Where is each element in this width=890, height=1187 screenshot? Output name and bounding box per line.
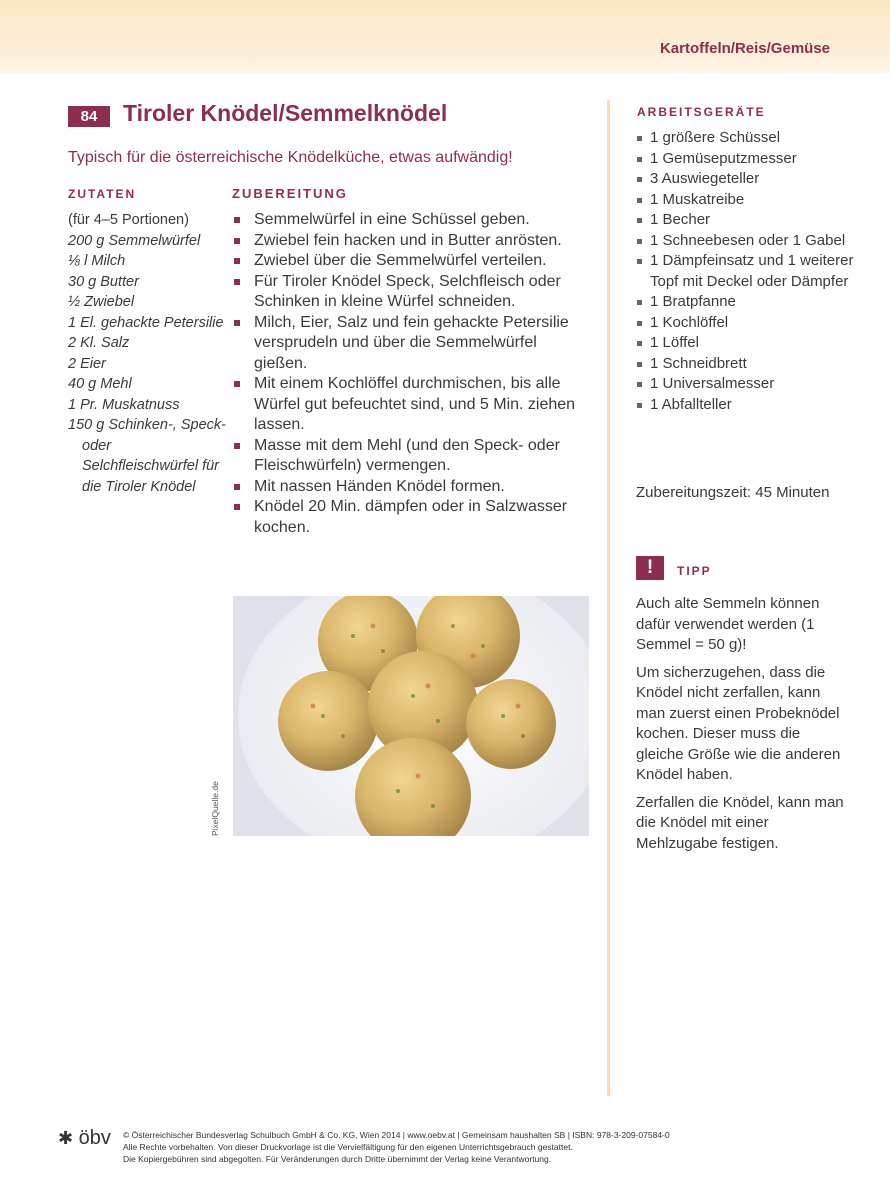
bullet-icon [234,217,240,223]
bullet-icon [637,300,642,305]
tool-item: 1 Gemüseputzmesser [636,149,856,170]
tip-paragraph: Zerfallen die Knödel, kann man die Knödel mit einer Mehlzugabe festigen. [636,793,844,852]
step-item: Zwiebel über die Semmelwürfel verteilen. [232,251,594,272]
ingredient-item: 30 g Butter [68,273,139,290]
recipe-subtitle: Typisch für die österreichische Knödelküche, etwas aufwändig! [68,149,513,166]
recipe-number: 84 [68,106,110,127]
ingredient-item: 200 g Semmelwürfel [68,232,201,249]
tool-item: 1 Abfallteller [636,395,856,416]
column-divider [607,100,610,1096]
bullet-icon [637,177,642,182]
bullet-icon [637,321,642,326]
step-item: Für Tiroler Knödel Speck, Selchfleisch oder Schinken in kleine Würfel schneiden. [232,272,594,313]
ingredients-portions: (für 4–5 Portionen) [68,212,189,228]
bullet-icon [234,443,240,449]
footer-line: Die Kopiergebühren sind abgegolten. Für Veränderungen durch Dritte übernimmt der Verlag keine Verantwortung. [123,1154,552,1164]
tool-item: 1 Dämpfeinsatz und 1 weiterer Topf mit Deckel oder Dämpfer [636,251,856,292]
tool-item: 1 Schneidbrett [636,354,856,375]
bullet-icon [637,382,642,387]
bullet-icon [234,238,240,244]
ingredient-item: ⅛ l Milch [68,253,126,269]
bullet-icon [637,403,642,408]
bullet-icon [234,504,240,510]
bullet-icon [637,198,642,203]
bullet-icon [234,484,240,490]
tool-item: 1 Muskatreibe [636,190,856,211]
dumplings-illustration [233,596,589,836]
tool-item: 1 Universalmesser [636,374,856,395]
bullet-icon [637,157,642,162]
tool-item: 1 Schneebesen oder 1 Gabel [636,231,856,252]
step-item: Zwiebel fein hacken und in Butter anrösten. [232,231,594,252]
footer-legal [123,1129,843,1165]
tools-list [636,128,856,415]
ingredient-item: 1 Pr. Muskatnuss [68,396,180,413]
bullet-icon [637,259,642,264]
bullet-icon [234,320,240,326]
bullet-icon [637,362,642,367]
header-band [0,0,890,74]
tool-item: 1 Kochlöffel [636,313,856,334]
ingredient-item: 2 Eier [68,355,106,372]
tool-item: 1 Becher [636,210,856,231]
recipe-title: Tiroler Knödel/Semmelknödel [123,100,448,126]
tip-paragraph: Auch alte Semmeln können dafür verwendet werden (1 Semmel = 50 g)! [636,595,820,653]
bullet-icon [637,341,642,346]
bullet-icon [234,258,240,264]
tip-heading: TIPP [677,564,712,578]
ingredient-item: 2 Kl. Salz [68,335,130,351]
footer-line: Alle Rechte vorbehalten. Von dieser Druckvorlage ist die Vervielfältigung für den eigenen Unterrichtsgebrauch gestattet. [123,1142,573,1152]
tool-item: 3 Auswiegeteller [636,169,856,190]
tool-item: 1 Löffel [636,333,856,354]
footer-line: © Österreichischer Bundesverlag Schulbuch GmbH & Co. KG, Wien 2014 | www.oebv.at | Gemeinsam haushalten SB | ISBN: 978-3-209-07584-0 [123,1130,670,1140]
dumplings-photo [233,596,589,836]
publisher-logo: ✱ öbv [58,1127,111,1149]
preparation-heading: ZUBEREITUNG [232,186,348,201]
tip-paragraph: Um sicherzugehen, dass die Knödel nicht zerfallen, kann man zuerst einen Probeknödel kochen. Dieser muss die gleiche Größe wie die anderen Knödel haben. [636,663,841,783]
step-item: Knödel 20 Min. dämpfen oder in Salzwasser kochen. [232,497,594,538]
category-label: Kartoffeln/Reis/Gemüse [659,40,830,57]
bullet-icon [637,218,642,223]
tool-item: 1 Bratpfanne [636,292,856,313]
step-item: Milch, Eier, Salz und fein gehackte Petersilie versprudeln und über die Semmelwürfel gießen. [232,313,594,375]
ingredients-heading: ZUTATEN [68,187,137,201]
step-item: Mit einem Kochlöffel durchmischen, bis alle Würfel gut befeuchtet sind, und 5 Min. ziehen lassen. [232,374,594,436]
preparation-steps [232,210,594,538]
bullet-icon [637,136,642,141]
asterisk-icon: ✱ [58,1128,74,1148]
step-item: Mit nassen Händen Knödel formen. [232,477,594,498]
tip-text [636,594,846,861]
ingredient-item: 1 El. gehackte Petersilie [68,314,224,331]
exclamation-icon: ! [636,556,664,580]
prep-time: Zubereitungszeit: 45 Minuten [636,484,830,501]
ingredients-list [68,210,228,497]
ingredient-item: 150 g Schinken-, Speck- oder Selchfleischwürfel für die Tiroler Knödel [68,417,226,495]
tools-heading: ARBEITSGERÄTE [637,105,766,119]
bullet-icon [637,239,642,244]
step-item: Masse mit dem Mehl (und den Speck- oder Fleischwürfeln) vermengen. [232,436,594,477]
ingredient-item: 40 g Mehl [68,376,132,392]
bullet-icon [234,381,240,387]
step-item: Semmelwürfel in eine Schüssel geben. [232,210,594,231]
ingredient-item: ½ Zwiebel [68,294,135,310]
bullet-icon [234,279,240,285]
photo-credit: PixelQuelle.de [210,781,220,836]
tool-item: 1 größere Schüssel [636,128,856,149]
